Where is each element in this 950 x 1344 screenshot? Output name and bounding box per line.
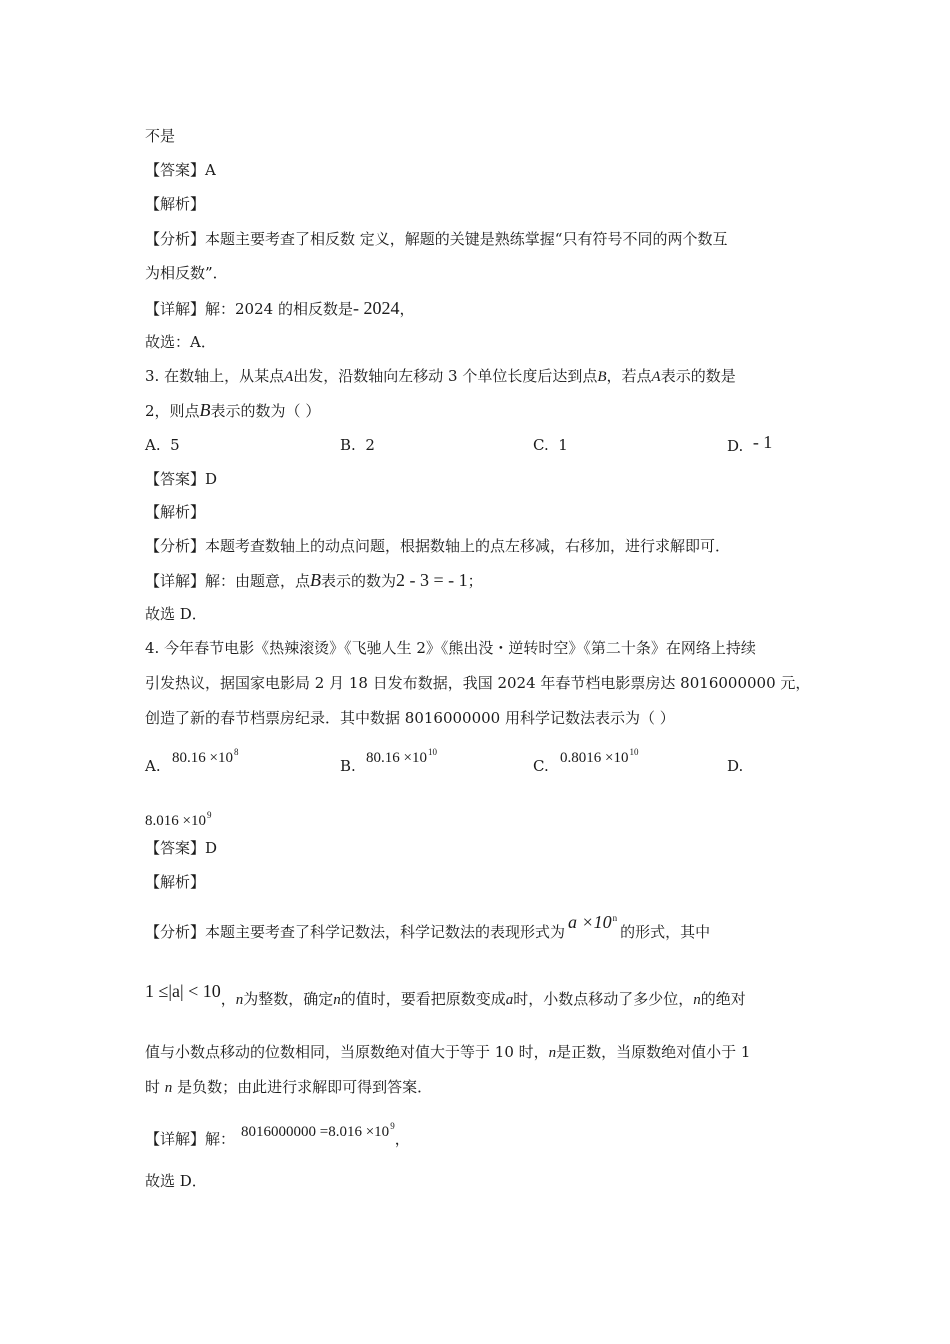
q4-analysis-line2 — [145, 981, 746, 1010]
q4-var-n: n — [235, 992, 244, 1008]
detail-text: 【详解】解：2024 的相反数是 — [145, 300, 353, 318]
q3-option-b — [340, 435, 375, 455]
q4-analysis-heading: 【解析】 — [145, 873, 206, 891]
q3-option-c — [533, 435, 568, 455]
q4-var-n: n — [693, 992, 701, 1008]
option-label: A. — [145, 436, 161, 454]
option-exponent: 10 — [427, 747, 437, 757]
q3-answer: 【答案】D — [145, 470, 218, 488]
option-label: D. — [727, 437, 744, 455]
q4-analysis-text: 的形式，其中 — [620, 923, 711, 941]
q3-detail-punct: ； — [467, 572, 483, 590]
q4-analysis-text: 为整数，确定 — [243, 990, 334, 1008]
q3-analysis-heading: 【解析】 — [145, 503, 206, 521]
option-base: 8.016 ×10 — [145, 813, 206, 829]
q3-stem-text: 2，则点 — [145, 402, 200, 420]
q4-detail — [145, 1121, 410, 1150]
q3-var-B: B — [310, 570, 322, 590]
math-base: 8016000000 =8.016 ×10 — [241, 1124, 390, 1140]
q3-var-A: A — [284, 369, 294, 385]
detail-line — [145, 298, 414, 319]
q4-detail-punct: ， — [394, 1130, 410, 1148]
q4-stem-line3: 创造了新的春节档票房纪录．其中数据 8016000000 用科学记数法表示为（ ） — [145, 709, 675, 727]
q4-analysis-line4 — [145, 1077, 432, 1098]
q4-option-a-label: A. — [145, 757, 161, 775]
q3-detail-text: 表示的数为 — [321, 572, 397, 590]
option-value: - 1 — [752, 432, 773, 452]
q4-analysis-text: 是正数，当原数绝对值小于 1 — [556, 1043, 751, 1061]
q4-analysis-text: 【分析】本题主要考查了科学记数法，科学记数法的表现形式为 — [145, 923, 566, 941]
q3-var-B: B — [199, 400, 211, 420]
q3-detail-text: 【详解】解：由题意，点 — [145, 572, 311, 590]
q4-option-b-label: B. — [340, 757, 356, 775]
detail-math: - 2024 — [352, 298, 400, 318]
q3-option-a — [145, 435, 180, 455]
q4-condition-math: 1 ≤|a| < 10 — [145, 981, 221, 1001]
q4-choose: 故选 D． — [145, 1172, 207, 1190]
q4-answer: 【答案】D — [145, 839, 218, 857]
q4-detail-math — [241, 1121, 395, 1140]
q4-var-n: n — [548, 1045, 557, 1061]
analysis-line-cont: 为相反数”． — [145, 264, 228, 282]
q3-stem-text: ，若点 — [606, 367, 652, 385]
option-exponent: 9 — [206, 810, 212, 820]
math-base: a ×10 — [568, 912, 612, 932]
choose-line: 故选：A． — [145, 333, 216, 351]
q3-detail — [145, 570, 483, 591]
math-exponent: n — [612, 913, 618, 923]
q4-analysis-math — [568, 912, 617, 932]
q4-analysis-text: 值与小数点移动的位数相同，当原数绝对值大于等于 10 时， — [145, 1043, 549, 1061]
q3-choose: 故选 D． — [145, 605, 207, 623]
q3-stem-text: 表示的数是 — [660, 367, 736, 385]
q4-analysis-text: ， — [220, 990, 236, 1008]
q3-stem-line2 — [145, 400, 320, 421]
q3-analysis: 【分析】本题考查数轴上的动点问题，根据数轴上的点左移减，右移加，进行求解即可． — [145, 537, 731, 555]
q3-var-B: B — [597, 369, 607, 385]
detail-punct: ， — [399, 300, 415, 318]
q3-stem-text: 3. 在数轴上，从某点 — [145, 367, 285, 385]
option-value: 5 — [170, 436, 180, 454]
q4-var-n: n — [333, 992, 341, 1008]
q4-option-b-value — [366, 742, 437, 768]
q4-analysis-text: 时，小数点移动了多少位， — [513, 990, 694, 1008]
option-value: 2 — [365, 436, 375, 454]
q4-option-a-value — [172, 742, 238, 768]
analysis-heading: 【解析】 — [145, 195, 206, 213]
text-line: 不是 — [145, 127, 176, 145]
q3-stem-line1 — [145, 366, 736, 387]
option-value: 1 — [558, 436, 568, 454]
q4-option-d-value — [145, 805, 211, 831]
option-exponent: 10 — [629, 747, 639, 757]
analysis-line: 【分析】本题主要考查了相反数 定义，解题的关键是熟练掌握“只有符号不同的两个数互 — [145, 230, 728, 248]
q4-analysis-line1 — [145, 912, 711, 942]
q4-option-c-value — [560, 742, 638, 768]
answer-line: 【答案】A — [145, 161, 216, 179]
q4-stem-line2: 引发热议，据国家电影局 2 月 18 日发布数据，我国 2024 年春节档电影票房达 8016000000 元， — [145, 674, 811, 692]
q3-stem-text: 表示的数为（ ） — [210, 402, 321, 420]
q3-var-A: A — [651, 369, 661, 385]
option-exponent: 8 — [233, 747, 239, 757]
q4-analysis-text: 的绝对 — [700, 990, 746, 1008]
option-base: 0.8016 ×10 — [560, 750, 629, 766]
q4-analysis-line3 — [145, 1042, 750, 1063]
q4-var-a: a — [505, 992, 514, 1008]
option-base: 80.16 ×10 — [172, 750, 233, 766]
q4-option-d-label: D. — [727, 757, 744, 775]
q4-analysis-text: 是负数；由此进行求解即可得到答案． — [177, 1078, 433, 1096]
q3-option-d — [727, 432, 773, 456]
q4-detail-text: 【详解】解： — [145, 1130, 236, 1148]
math-exponent: 9 — [390, 1121, 395, 1131]
q4-analysis-text: 的值时，要看把原数变成 — [340, 990, 506, 1008]
q4-analysis-text: 时 — [145, 1078, 161, 1096]
option-label: C. — [533, 436, 549, 454]
q4-option-c-label: C. — [533, 757, 549, 775]
q3-detail-math: 2 - 3 = - 1 — [396, 570, 468, 590]
option-base: 80.16 ×10 — [366, 750, 427, 766]
q3-stem-text: 出发，沿数轴向左移动 3 个单位长度后达到点 — [293, 367, 598, 385]
q4-stem-line1: 4. 今年春节电影《热辣滚烫》《飞驰人生 2》《熊出没・逆转时空》《第二十条》在网络上持续 — [145, 639, 756, 657]
option-label: B. — [340, 436, 356, 454]
q4-var-n: n — [164, 1080, 173, 1096]
